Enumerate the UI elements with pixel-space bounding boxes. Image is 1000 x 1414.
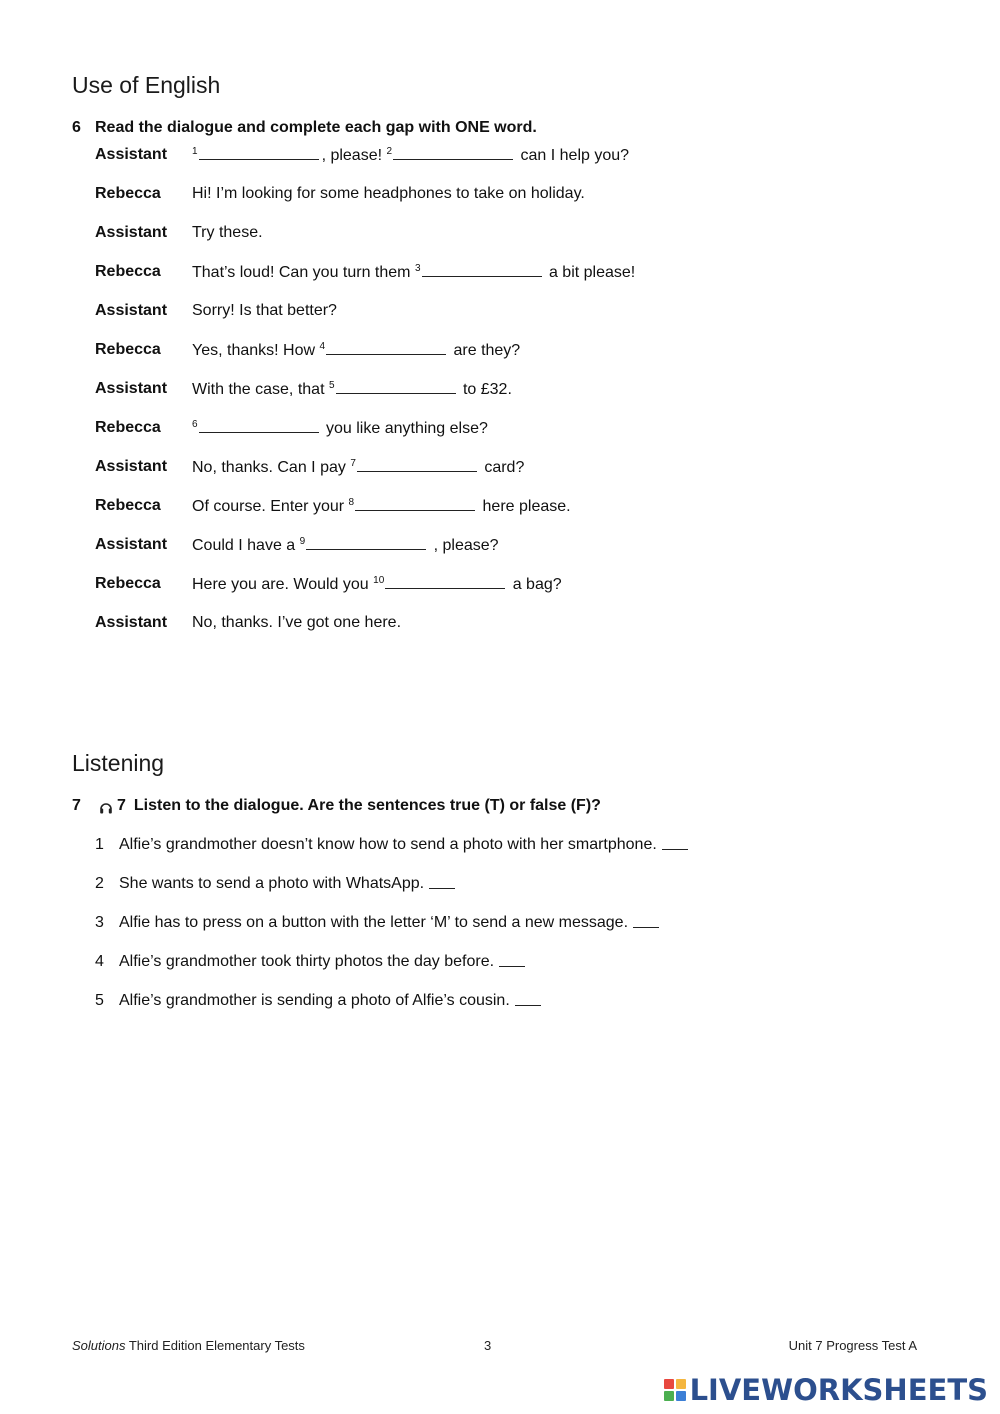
dialogue-line <box>192 263 635 282</box>
dialogue-line <box>192 341 520 360</box>
footer-page-number: 3 <box>484 1338 492 1353</box>
dialogue-text: With the case, that <box>192 381 329 398</box>
statement-item <box>95 992 688 1031</box>
dialogue-text: , please! <box>321 147 387 164</box>
track-number: 7 <box>117 797 126 814</box>
speaker-name: Rebecca <box>95 185 161 202</box>
dialogue-line <box>192 380 512 399</box>
statement-text: Alfie’s grandmother doesn’t know how to send a photo with her smartphone. <box>119 836 657 853</box>
dialogue-line <box>192 224 263 242</box>
dialogue-text: Hi! I’m looking for some headphones to take on holiday. <box>192 185 585 202</box>
gap-number: 4 <box>319 341 326 352</box>
speaker-name: Assistant <box>95 380 168 397</box>
dialogue-line <box>192 458 524 477</box>
dialogue-line <box>192 575 562 594</box>
dialogue-text: Yes, thanks! How <box>192 342 320 359</box>
footer-book-subtitle: Third Edition Elementary Tests <box>125 1338 305 1353</box>
dialogue-text: here please. <box>478 498 571 515</box>
footer-test-name: Unit 7 Progress Test A <box>788 1338 917 1353</box>
dialogue-line <box>192 185 585 203</box>
speaker-name: Rebecca <box>95 575 161 592</box>
dialogue-text: Here you are. Would you <box>192 576 374 593</box>
true-false-gap[interactable] <box>633 914 659 928</box>
dialogue-row <box>95 146 635 185</box>
statement-item <box>95 875 688 914</box>
statement-item <box>95 953 688 992</box>
dialogue-text: card? <box>479 459 525 476</box>
gap-number: 1 <box>192 146 198 157</box>
task-7-instruction <box>72 797 601 815</box>
statement-item <box>95 914 688 953</box>
dialogue-text: are they? <box>449 342 521 359</box>
dialogue-line <box>192 497 571 516</box>
speaker-name: Assistant <box>95 224 168 241</box>
dialogue-row <box>95 536 635 575</box>
task-number: 7 <box>72 797 81 814</box>
speaker-name: Assistant <box>95 614 168 631</box>
footer-book-name: Solutions <box>72 1338 126 1353</box>
liveworksheets-logo-icon <box>664 1379 686 1401</box>
dialogue-line <box>192 419 488 438</box>
true-false-gap[interactable] <box>499 953 525 967</box>
speaker-name: Rebecca <box>95 419 161 436</box>
dialogue-row <box>95 185 635 224</box>
dialogue-row <box>95 380 635 419</box>
answer-gap[interactable] <box>326 341 446 355</box>
section-title-listening: Listening <box>72 750 165 776</box>
dialogue-row <box>95 497 635 536</box>
dialogue-line <box>192 146 629 165</box>
logo-square <box>676 1379 686 1389</box>
statement-text: Alfie’s grandmother took thirty photos the day before. <box>119 953 495 970</box>
dialogue-text: That’s loud! Can you turn them <box>192 264 415 281</box>
gap-number: 3 <box>414 263 421 274</box>
dialogue-text: , please? <box>429 537 499 554</box>
dialogue-text: Try these. <box>192 224 263 241</box>
dialogue-text: Could I have a <box>192 537 300 554</box>
statement-number: 3 <box>95 914 104 931</box>
dialogue-text: to £32. <box>458 381 512 398</box>
answer-gap[interactable] <box>357 458 477 472</box>
dialogue-text: can I help you? <box>516 147 630 164</box>
liveworksheets-watermark <box>664 1373 988 1407</box>
dialogue-row <box>95 458 635 497</box>
dialogue-text: No, thanks. I’ve got one here. <box>192 614 402 631</box>
true-false-gap[interactable] <box>429 875 455 889</box>
gap-number: 7 <box>350 458 356 469</box>
statement-text: Alfie has to press on a button with the letter ‘M’ to send a new message. <box>119 914 629 931</box>
task-6-instruction <box>72 119 537 137</box>
statement-number: 5 <box>95 992 104 1009</box>
dialogue-row <box>95 263 635 302</box>
true-false-gap[interactable] <box>515 992 541 1006</box>
footer-book-title <box>72 1338 305 1353</box>
task-number: 6 <box>72 119 81 136</box>
answer-gap[interactable] <box>336 380 456 394</box>
liveworksheets-wordmark: LIVEWORKSHEETS <box>689 1373 988 1407</box>
statement-number: 2 <box>95 875 104 892</box>
statement-number: 1 <box>95 836 104 853</box>
statement-text: Alfie’s grandmother is sending a photo of Alfie’s cousin. <box>119 992 510 1009</box>
answer-gap[interactable] <box>199 146 319 160</box>
section-title-use-of-english: Use of English <box>72 72 221 98</box>
true-false-gap[interactable] <box>662 836 688 850</box>
dialogue-line <box>192 536 499 555</box>
dialogue-text: Sorry! Is that better? <box>192 302 337 319</box>
statement-text: She wants to send a photo with WhatsApp. <box>119 875 425 892</box>
logo-square <box>664 1379 674 1389</box>
statement-number: 4 <box>95 953 104 970</box>
dialogue <box>95 146 635 653</box>
answer-gap[interactable] <box>393 146 513 160</box>
dialogue-text: a bag? <box>508 576 562 593</box>
dialogue-row <box>95 575 635 614</box>
dialogue-text: Of course. Enter your <box>192 498 349 515</box>
speaker-name: Rebecca <box>95 263 161 280</box>
dialogue-text: you like anything else? <box>321 420 488 437</box>
dialogue-row <box>95 302 635 341</box>
gap-number: 10 <box>373 575 385 586</box>
answer-gap[interactable] <box>355 497 475 511</box>
gap-number: 2 <box>386 146 393 157</box>
answer-gap[interactable] <box>199 419 319 433</box>
speaker-name: Assistant <box>95 458 168 475</box>
statement-item <box>95 836 688 875</box>
dialogue-row <box>95 341 635 380</box>
logo-square <box>664 1391 674 1401</box>
logo-square <box>676 1391 686 1401</box>
answer-gap[interactable] <box>385 575 505 589</box>
speaker-name: Assistant <box>95 302 168 319</box>
dialogue-row <box>95 224 635 263</box>
speaker-name: Rebecca <box>95 341 161 358</box>
audio-icon[interactable] <box>99 801 113 815</box>
speaker-name: Assistant <box>95 146 168 163</box>
task-instruction: Listen to the dialogue. Are the sentences true (T) or false (F)? <box>133 797 601 814</box>
gap-number: 5 <box>328 380 335 391</box>
speaker-name: Rebecca <box>95 497 161 514</box>
task-instruction: Read the dialogue and complete each gap with ONE word. <box>95 119 537 136</box>
answer-gap[interactable] <box>422 263 542 277</box>
statements-list <box>95 836 688 1031</box>
dialogue-line <box>192 302 337 320</box>
dialogue-line <box>192 614 401 632</box>
gap-number: 9 <box>299 536 306 547</box>
gap-number: 6 <box>192 419 198 430</box>
answer-gap[interactable] <box>306 536 426 550</box>
dialogue-text: a bit please! <box>544 264 636 281</box>
gap-number: 8 <box>348 497 355 508</box>
dialogue-row <box>95 419 635 458</box>
speaker-name: Assistant <box>95 536 168 553</box>
dialogue-text: No, thanks. Can I pay <box>192 459 351 476</box>
dialogue-row <box>95 614 635 653</box>
